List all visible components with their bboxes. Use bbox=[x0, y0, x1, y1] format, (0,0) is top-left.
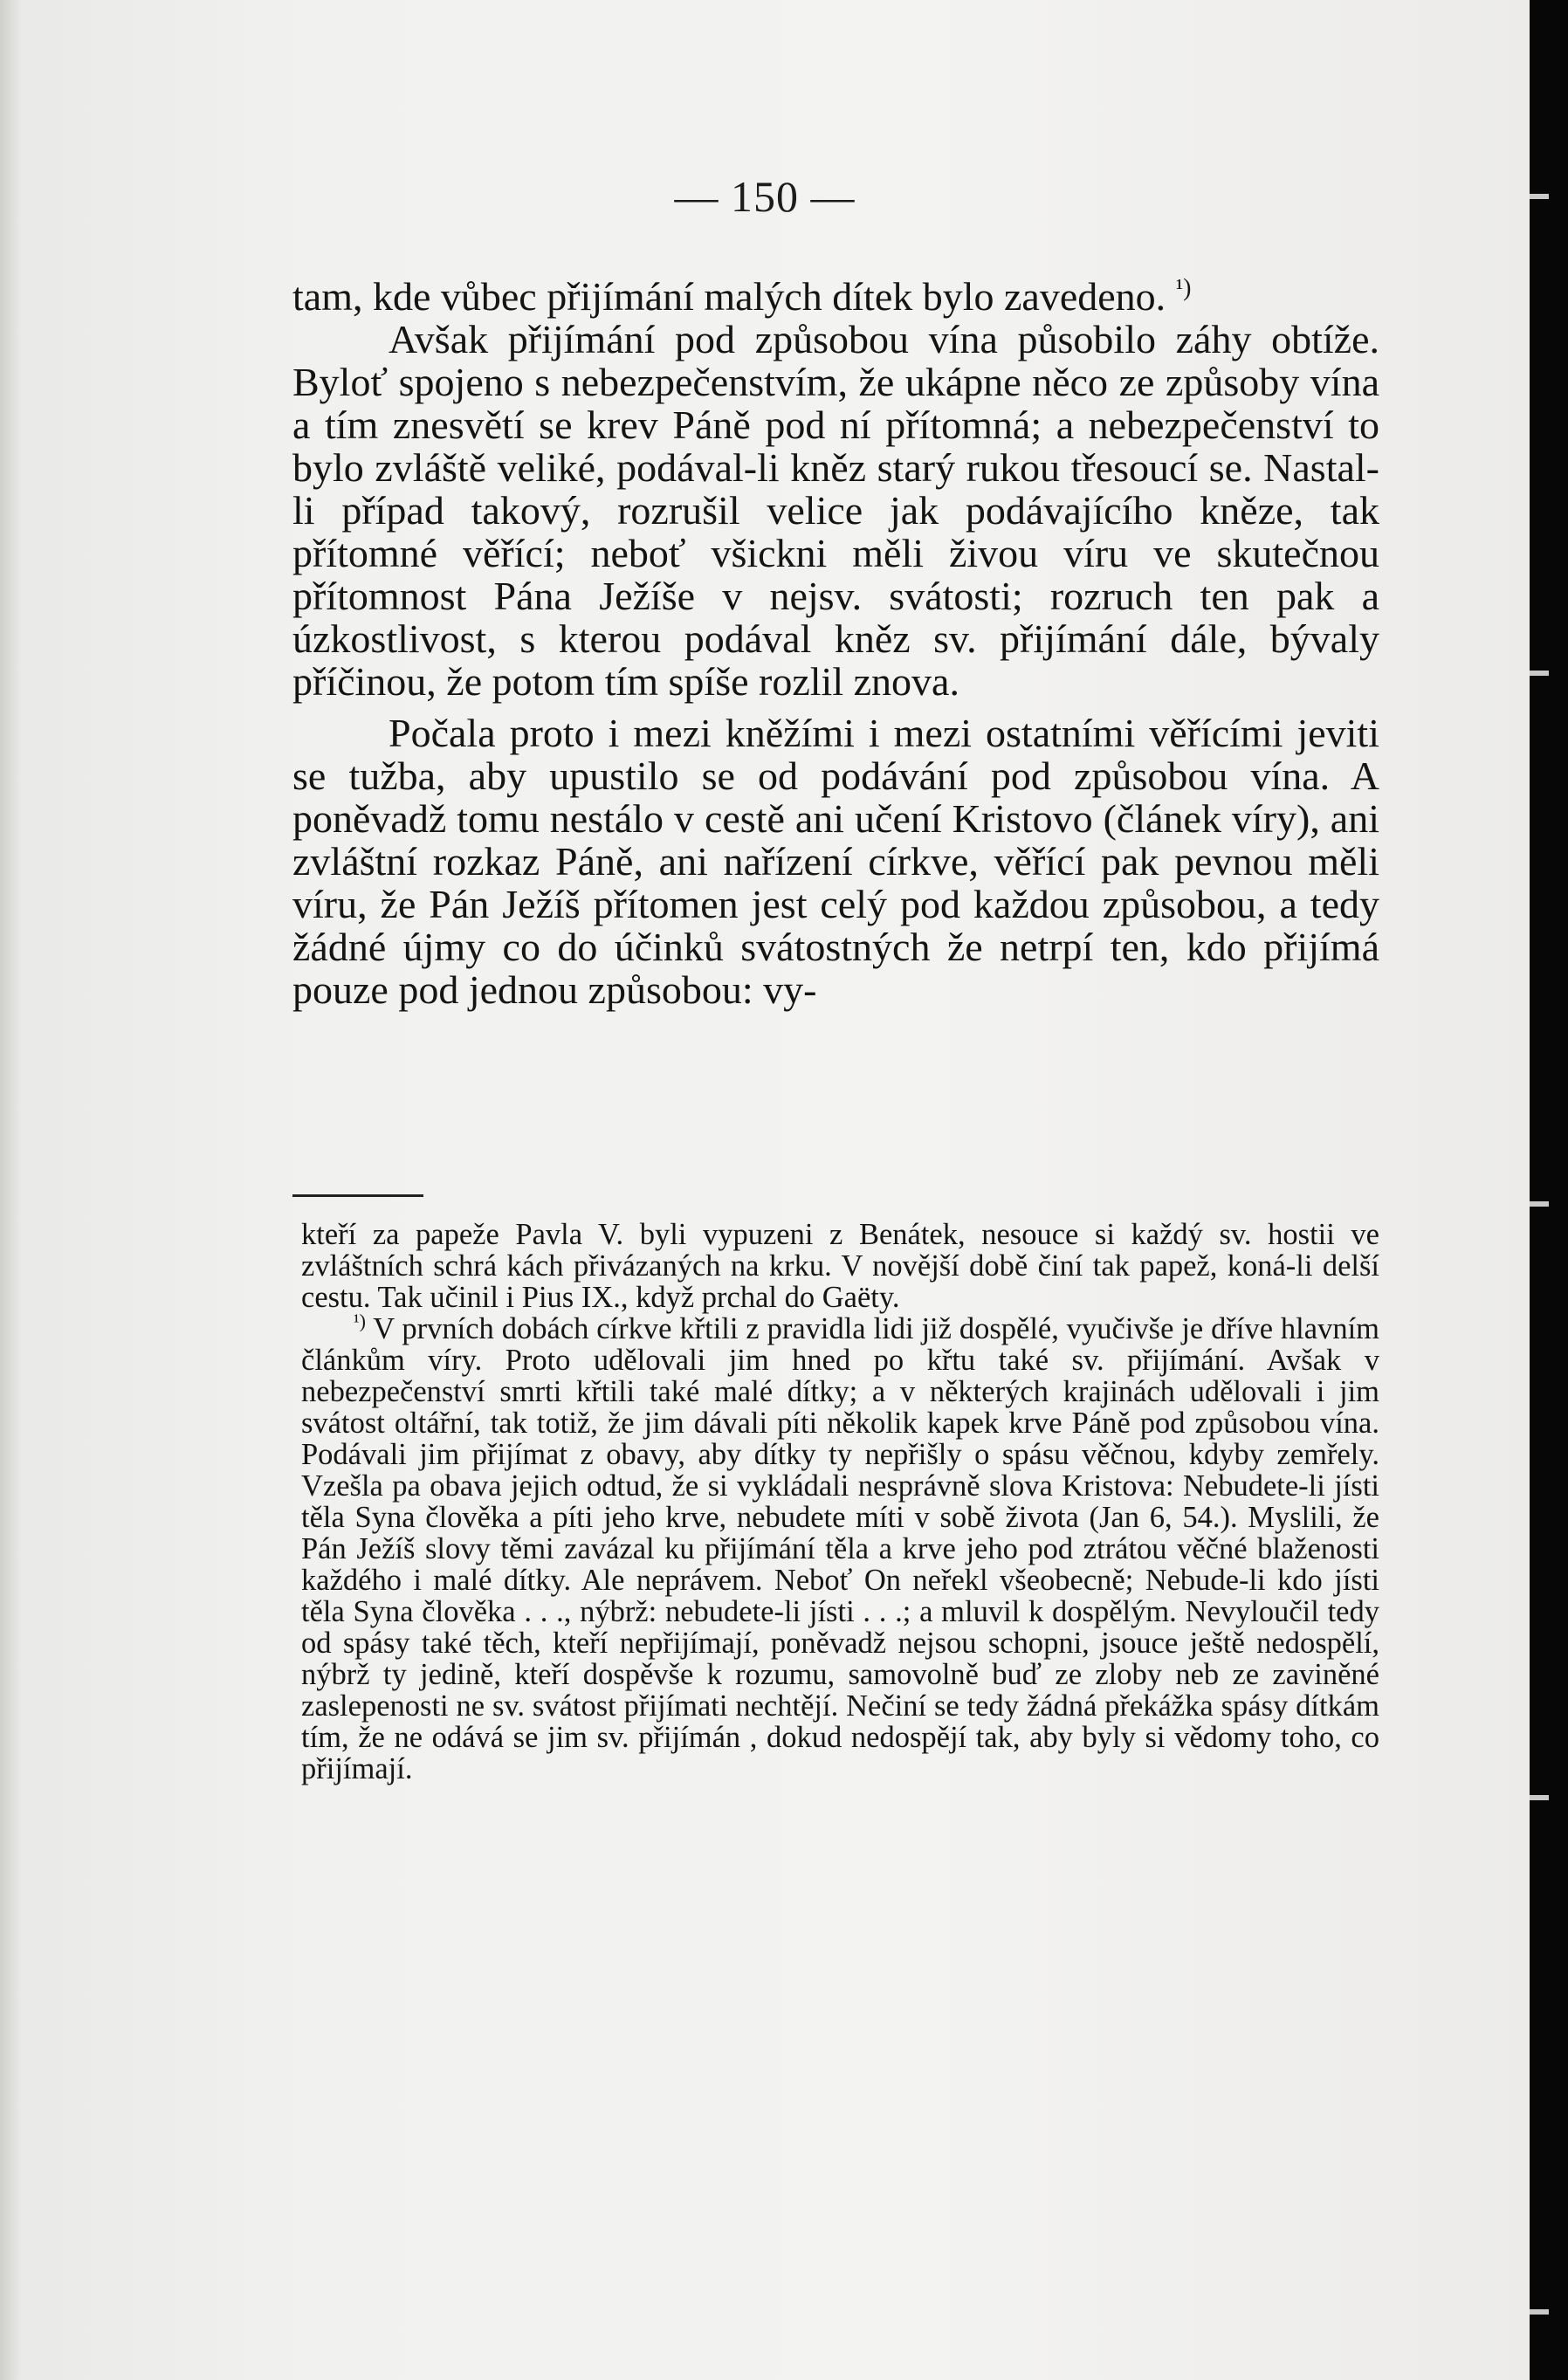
scan-edge bbox=[1530, 0, 1568, 2380]
footnote-continuation-text: kteří za papeže Pavla V. byli vypuzeni z Benátek, nesouce si každý sv. hostii ve zvláštních schrá kách přivázaných na krku. V novější době činí tak papež, koná-li delší cestu. Tak učinil i Pius IX., když prchal do Gaëty. bbox=[301, 1218, 1379, 1314]
footnote-continuation bbox=[301, 1219, 1379, 1313]
paragraph-2: Avšak přijímání pod způsobou vína působilo záhy obtíže. Byloť spojeno s nebezpečenstvím, že ukápne něco ze způsoby vína a tím znesvětí se krev Páně pod ní přítomná; a nebezpečenství to bylo zvláště veliké, podával-li kněz starý rukou třesoucí se. Nastal-li případ takový, rozrušil velice jak podávajícího kněze, tak přítomné věřící; neboť všickni měli živou víru ve skutečnou přítomnost Pána Ježíše v nejsv. svátosti; rozruch ten pak a úzkostlivost, s kterou podával kněz sv. přijímání dále, bývaly příčinou, že potom tím spíše rozlil znova. bbox=[292, 317, 1379, 704]
footnotes bbox=[301, 1219, 1379, 1785]
main-text bbox=[292, 275, 1379, 1011]
page-number: — 150 — bbox=[674, 172, 856, 221]
footnote-divider bbox=[292, 1194, 423, 1197]
footnote-1-mark: ¹) bbox=[354, 1310, 366, 1332]
edge-tick bbox=[1530, 194, 1549, 199]
edge-tick bbox=[1530, 1795, 1549, 1800]
edge-tick bbox=[1530, 1201, 1549, 1207]
footnote-reference: ¹) bbox=[1175, 274, 1192, 302]
footnote-1 bbox=[301, 1310, 1379, 1785]
footnote-1-text: V prvních dobách církve křtili z pravidla lidi již dospělé, vyučivše je dříve hlavním článkům víry. Proto udělovali jim hned po křtu také sv. přijímání. Avšak v nebezpečenství smrti křtili také malé dítky; a v některých krajinách udělovali i jim svátost oltářní, tak totiž, že jim dávali píti několik kapek krve Páně pod způsobou vína. Podávali jim přijímat z obavy, aby dítky ty nepřišly o spásu věčnou, kdyby zemřely. Vzešla pa obava jejich odtud, že si vykládali nesprávně slova Kristova: Nebudete-li jísti těla Syna člověka a píti jeho krve, nebudete míti v sobě života (Jan 6, 54.). Myslili, že Pán Ježíš slovy těmi zavázal ku přijímání těla a krve jeho pod ztrátou věčné blaženosti každého i malé dítky. Ale neprávem. Neboť On neřekl všeobecně; Nebude-li kdo jísti těla Syna člověka . . ., nýbrž: nebudete-li jísti . . .; a mluvil k dospělým. Nevyloučil tedy od spásy také těch, kteří nepřijímají, poněvadž nejsou schopni, jsouce ještě nedospělí, nýbrž ty jedině, kteří dospěvše k rozumu, samovolně buď ze zloby neb ze zaviněné zaslepenosti ne sv. svátost přijímati nechtějí. Nečiní se tedy žádná překážka spásy dítkám tím, že ne odává se jim sv. přijímán , dokud nedospějí tak, aby byly si vědomy toho, co přijímají. bbox=[301, 1312, 1379, 1785]
edge-tick bbox=[1530, 2309, 1549, 2315]
page-gutter-shadow bbox=[0, 0, 21, 2380]
paragraph-1 bbox=[292, 275, 1379, 318]
edge-tick bbox=[1530, 671, 1549, 676]
paragraph-3: Počala proto i mezi kněžími i mezi ostatními věřícími jeviti se tužba, aby upustilo se od podávání pod způsobou vína. A poněvadž tomu nestálo v cestě ani učení Kristovo (článek víry), ani zvláštní rozkaz Páně, ani nařízení církve, věřící pak pevnou měli víru, že Pán Ježíš přítomen jest celý pod každou způsobou, a tedy žádné újmy co do účinků svátostných že netrpí ten, kdo přijímá pouze pod jednou způsobou: vy- bbox=[292, 711, 1379, 1012]
paragraph-1-text: tam, kde vůbec přijímání malých dítek bylo zavedeno. bbox=[292, 274, 1166, 319]
